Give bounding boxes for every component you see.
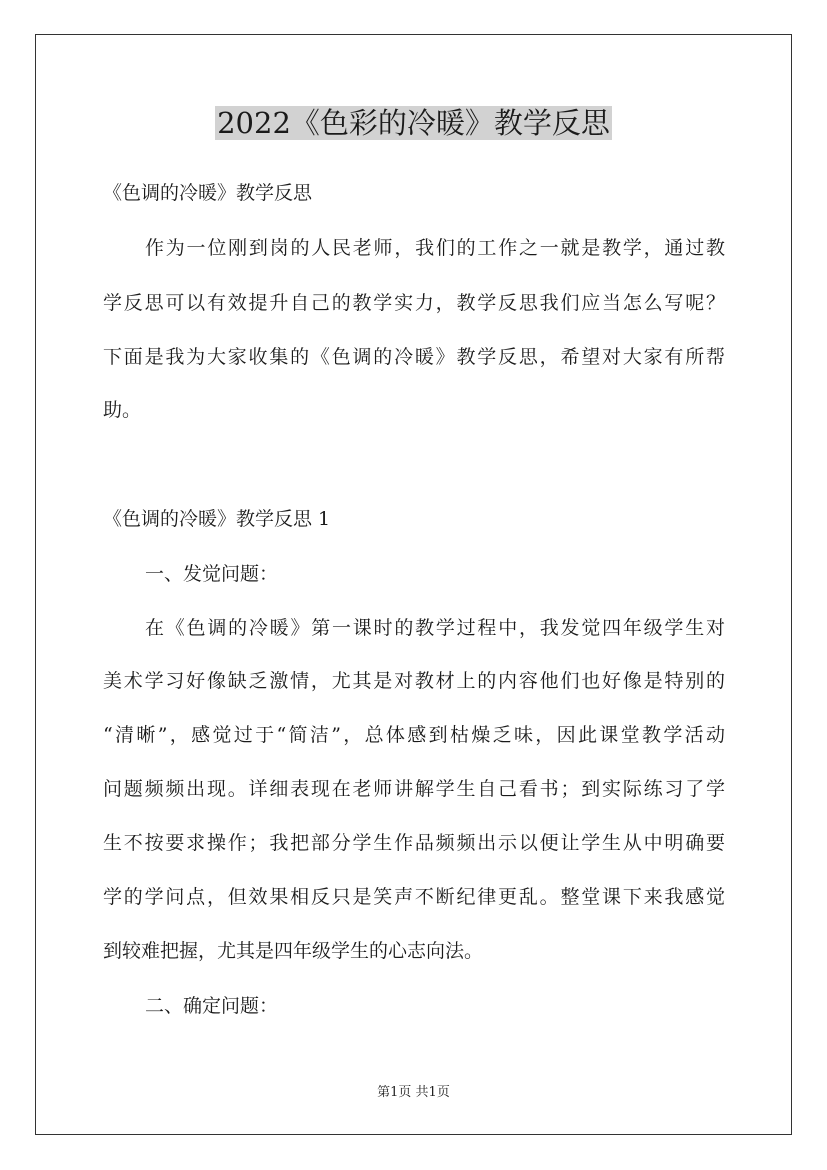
- part1-line-3: “清晰”，感觉过于“简洁”，总体感到枯燥乏味，因此课堂教学活动: [103, 724, 725, 746]
- part1-line-7: 到较难把握，尤其是四年级学生的心志向法。: [103, 940, 484, 962]
- intro-line-3: 下面是我为大家收集的《色调的冷暖》教学反思，希望对大家有所帮: [103, 346, 725, 368]
- document-title: [0, 104, 827, 142]
- document-title-text: 2022《色彩的冷暖》教学反思: [217, 106, 610, 140]
- intro-line-1: 作为一位刚到岗的人民老师，我们的工作之一就是教学，通过教: [145, 237, 725, 259]
- part1-line-5: 生不按要求操作；我把部分学生作品频频出示以便让学生从中明确要: [103, 832, 725, 854]
- intro-line-2: 学反思可以有效提升自己的教学实力，教学反思我们应当怎么写呢？: [103, 292, 725, 314]
- part1-line-1: 在《色调的冷暖》第一课时的教学过程中，我发觉四年级学生对: [145, 617, 725, 639]
- page-number: 第1页 共1页: [377, 1085, 450, 1100]
- part2-heading: 二、确定问题：: [145, 995, 279, 1017]
- part1-line-6: 学的学问点，但效果相反只是笑声不断纪律更乱。整堂课下来我感觉: [103, 886, 725, 908]
- document-subtitle: 《色调的冷暖》教学反思: [103, 182, 313, 204]
- part1-heading: 一、发觉问题：: [145, 563, 279, 585]
- section-heading: 《色调的冷暖》教学反思 1: [103, 508, 331, 530]
- part1-line-2: 美术学习好像缺乏激情，尤其是对教材上的内容他们也好像是特别的: [103, 670, 725, 692]
- intro-line-4: 助。: [103, 399, 142, 421]
- part1-line-4: 问题频频出现。详细表现在老师讲解学生自己看书；到实际练习了学: [103, 778, 725, 800]
